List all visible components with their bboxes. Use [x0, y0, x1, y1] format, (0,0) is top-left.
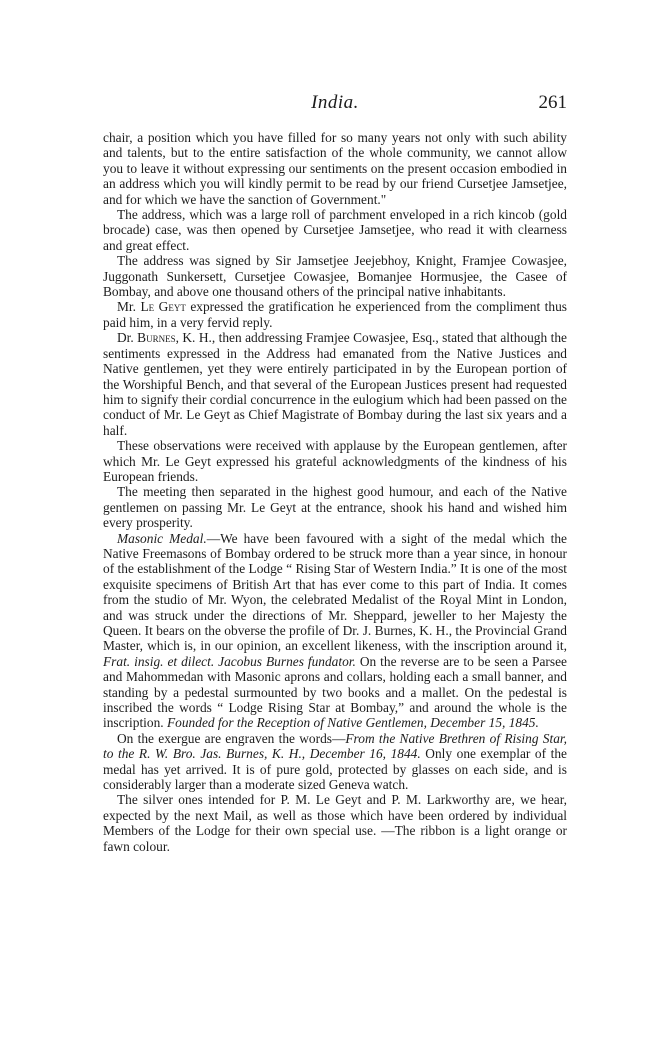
- person-name: Le Geyt: [140, 299, 186, 315]
- paragraph: [103, 731, 567, 793]
- text-segment: The address was signed by Sir Jamsetjee Jeejebhoy, Knight, Framjee Cowasjee, Juggonath Sunkersett, Cursetjee Cowasjee, Bomanjee Hormusjee, the Casee of Bombay, and above one thousand others of the principal native inhabitants.: [103, 253, 567, 300]
- paragraph: [103, 130, 567, 207]
- inscription: From the Native Brethren of Rising Star, to the R. W. Bro. Jas. Burnes, K. H., December 16, 1844.: [103, 730, 567, 762]
- paragraph: [103, 299, 567, 330]
- inscription: Founded for the Reception of Native Gentlemen, December 15, 1845.: [166, 715, 539, 731]
- text-segment: On the exergue are engraven the words—: [117, 730, 346, 746]
- text-segment: The silver ones intended for P. M. Le Geyt and P. M. Larkworthy are, we hear, expected by the next Mail, as well as those which have been ordered by individual Members of the Lodge for their own special use. —The ribbon is a light orange or fawn colour.: [103, 792, 567, 854]
- paragraph: [103, 207, 567, 253]
- text-segment: On the reverse are to be seen a Parsee and Mahommedan with Masonic aprons and collars, holding each a small banner, and standing by a pedestal surmounted by two books and a mallet. On the pedestal is inscribed the words “ Lodge Rising Star at Bombay,” and around the whole is the inscription.: [103, 653, 567, 731]
- page-number: 261: [538, 92, 567, 113]
- text-segment: Dr.: [117, 330, 138, 346]
- person-name: Burnes: [137, 330, 176, 346]
- section-heading: Masonic Medal.: [117, 530, 207, 546]
- text-segment: —We have been favoured with a sight of the medal which the Native Freemasons of Bombay ordered to be struck more than a year since, in honour of the establishment of the Lodge “ Rising Star of Western India.” It is one of the most exquisite specimens of British Art that has ever come to this part of India. It comes from the studio of Mr. Wyon, the celebrated Medalist of the Royal Mint in London, and was struck under the directions of Mr. Sheppard, jeweller to her Majesty the Queen. It bears on the obverse the profile of Dr. J. Burnes, K. H., the Provincial Grand Master, which is, in our opinion, an excellent likeness, with the inscription around it,: [103, 530, 567, 654]
- paragraph: [103, 792, 567, 854]
- running-title: India.: [311, 92, 359, 113]
- text-segment: The meeting then separated in the highest good humour, and each of the Native gentlemen on passing Mr. Le Geyt at the entrance, shook his hand and wished him every prosperity.: [103, 484, 567, 531]
- text-segment: chair, a position which you have filled for so many years not only with such ability and talents, but to the entire satisfaction of the whole community, we cannot allow you to leave it without expressing our sentiments on the present occasion embodied in an address which you will kindly permit to be read by our friend Cursetjee Jamsetjee, and for which we have the sanction of Government.": [103, 130, 567, 207]
- text-segment: Mr.: [117, 299, 141, 315]
- inscription: Frat. insig. et dilect. Jacobus Burnes fundator.: [103, 653, 356, 669]
- text-segment: expressed the gratification he experienced from the compliment thus paid him, in a very fervid reply.: [103, 299, 567, 330]
- text-segment: Only one exemplar of the medal has yet arrived. It is of pure gold, protected by glasses on each side, and is considerably larger than a moderate sized Geneva watch.: [103, 746, 567, 793]
- paragraph: [103, 330, 567, 438]
- paragraph: [103, 253, 567, 299]
- text-segment: These observations were received with applause by the European gentlemen, after which Mr. Le Geyt expressed his grateful acknowledgments of the kindness of his European friends.: [103, 438, 567, 484]
- body-text: [103, 130, 567, 854]
- paragraph: [103, 531, 567, 731]
- text-segment: The address, which was a large roll of parchment enveloped in a rich kincob (gold brocade) case, was then opened by Cursetjee Jamsetjee, who read it with clearness and great effect.: [103, 207, 567, 253]
- page-header: [103, 92, 567, 122]
- text-segment: , K. H., then addressing Framjee Cowasjee, Esq., stated that although the sentiments expressed in the Address had emanated from the Native Justices and Native gentlemen, yet they were entirely participated in by the European portion of the Worshipful Bench, and that several of the European Justices present had requested him to signify their cordial concurrence in the eulogium which had been passed on the conduct of Mr. Le Geyt as Chief Magistrate of Bombay during the last six years and a half.: [103, 330, 567, 438]
- paragraph: [103, 484, 567, 530]
- book-page: [103, 92, 567, 854]
- paragraph: [103, 438, 567, 484]
